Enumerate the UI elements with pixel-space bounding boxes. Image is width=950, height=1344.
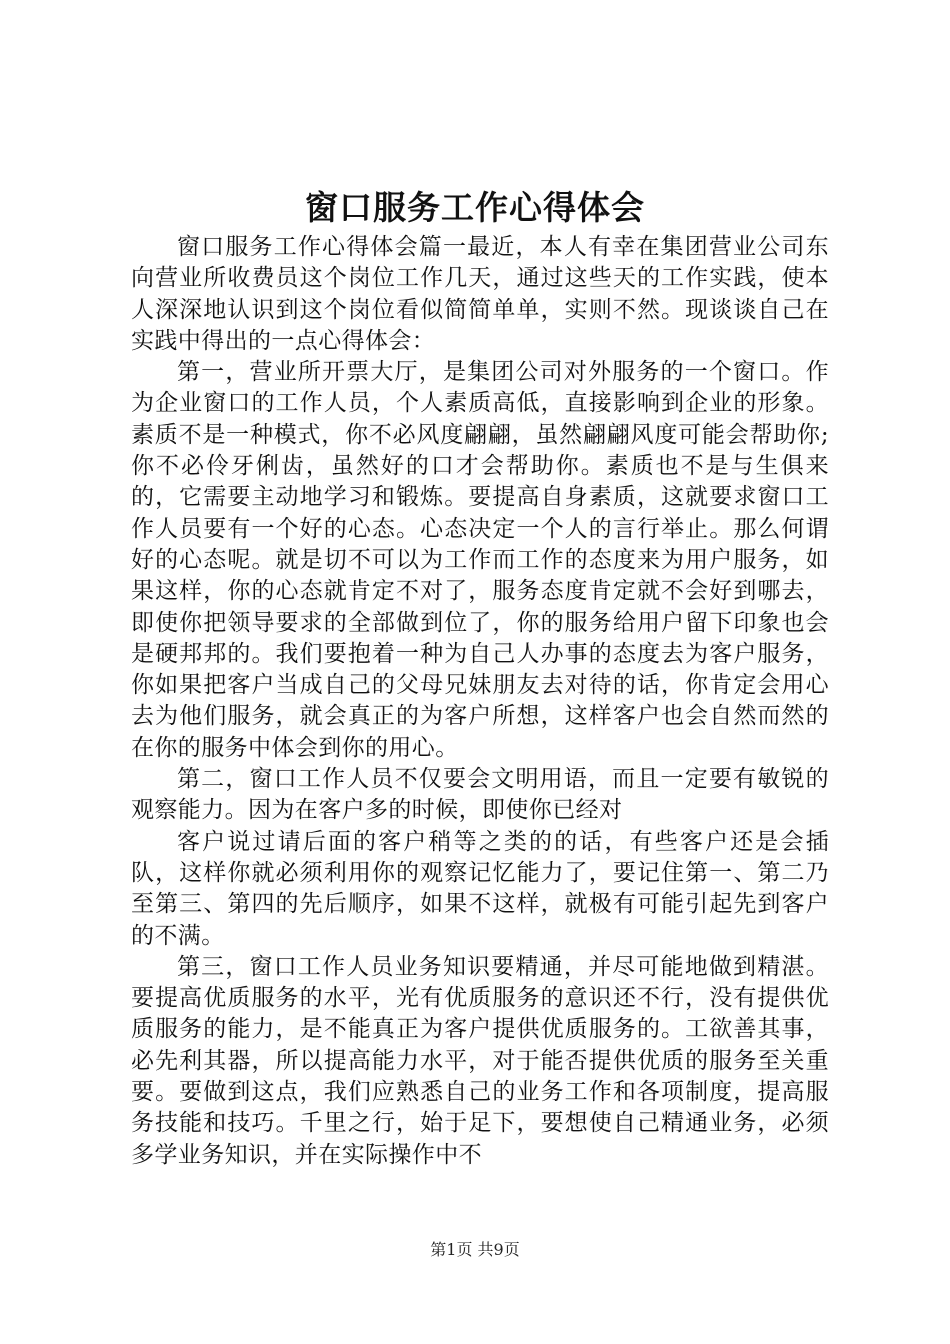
document-title: 窗口服务工作心得体会 (305, 188, 645, 227)
paragraph-third-point: 第三，窗口工作人员业务知识要精通，并尽可能地做到精湛。要提高优质服务的水平，光有优质服务的意识还不行，没有提供优质服务的能力，是不能真正为客户提供优质服务的。工欲善其事，必先利其器，所以提高能力水平，对于能否提供优质的服务至关重要。要做到这点，我们应熟悉自己的业务工作和各项制度，提高服务技能和技巧。千里之行，始于足下，要想使自己精通业务，必须多学业务知识，并在实际操作中不 (131, 953, 829, 1168)
page-footer: 第1页 共9页 (430, 1240, 520, 1259)
document-body (131, 232, 829, 1171)
paragraph-intro: 窗口服务工作心得体会篇一最近，本人有幸在集团营业公司东向营业所收费员这个岗位工作几天，通过这些天的工作实践，使本人深深地认识到这个岗位看似简简单单，实则不然。现谈谈自己在实践中得出的一点心得体会： (131, 234, 829, 354)
paragraph-first-point: 第一，营业所开票大厅，是集团公司对外服务的一个窗口。作为企业窗口的工作人员，个人素质高低，直接影响到企业的形象。素质不是一种模式，你不必风度翩翩，虽然翩翩风度可能会帮助你;你不必伶牙俐齿，虽然好的口才会帮助你。素质也不是与生俱来的，它需要主动地学习和锻炼。要提高自身素质，这就要求窗口工作人员要有一个好的心态。心态决定一个人的言行举止。那么何谓好的心态呢。就是切不可以为工作而工作的态度来为用户服务，如果这样，你的心态就肯定不对了，服务态度肯定就不会好到哪去，即使你把领导要求的全部做到位了，你的服务给用户留下印象也会是硬邦邦的。我们要抱着一种为自己人办事的态度去为客户服务，你如果把客户当成自己的父母兄妹朋友去对待的话，你肯定会用心去为他们服务，就会真正的为客户所想，这样客户也会自然而然的在你的服务中体会到你的用心。 (131, 359, 829, 761)
paragraph-second-point: 第二，窗口工作人员不仅要会文明用语，而且一定要有敏锐的观察能力。因为在客户多的时候，即使你已经对 (131, 766, 829, 824)
paragraph-second-point-continued: 客户说过请后面的客户稍等之类的的话，有些客户还是会插队，这样你就必须利用你的观察记忆能力了，要记住第一、第二乃至第三、第四的先后顺序，如果不这样，就极有可能引起先到客户的不满。 (131, 828, 829, 949)
